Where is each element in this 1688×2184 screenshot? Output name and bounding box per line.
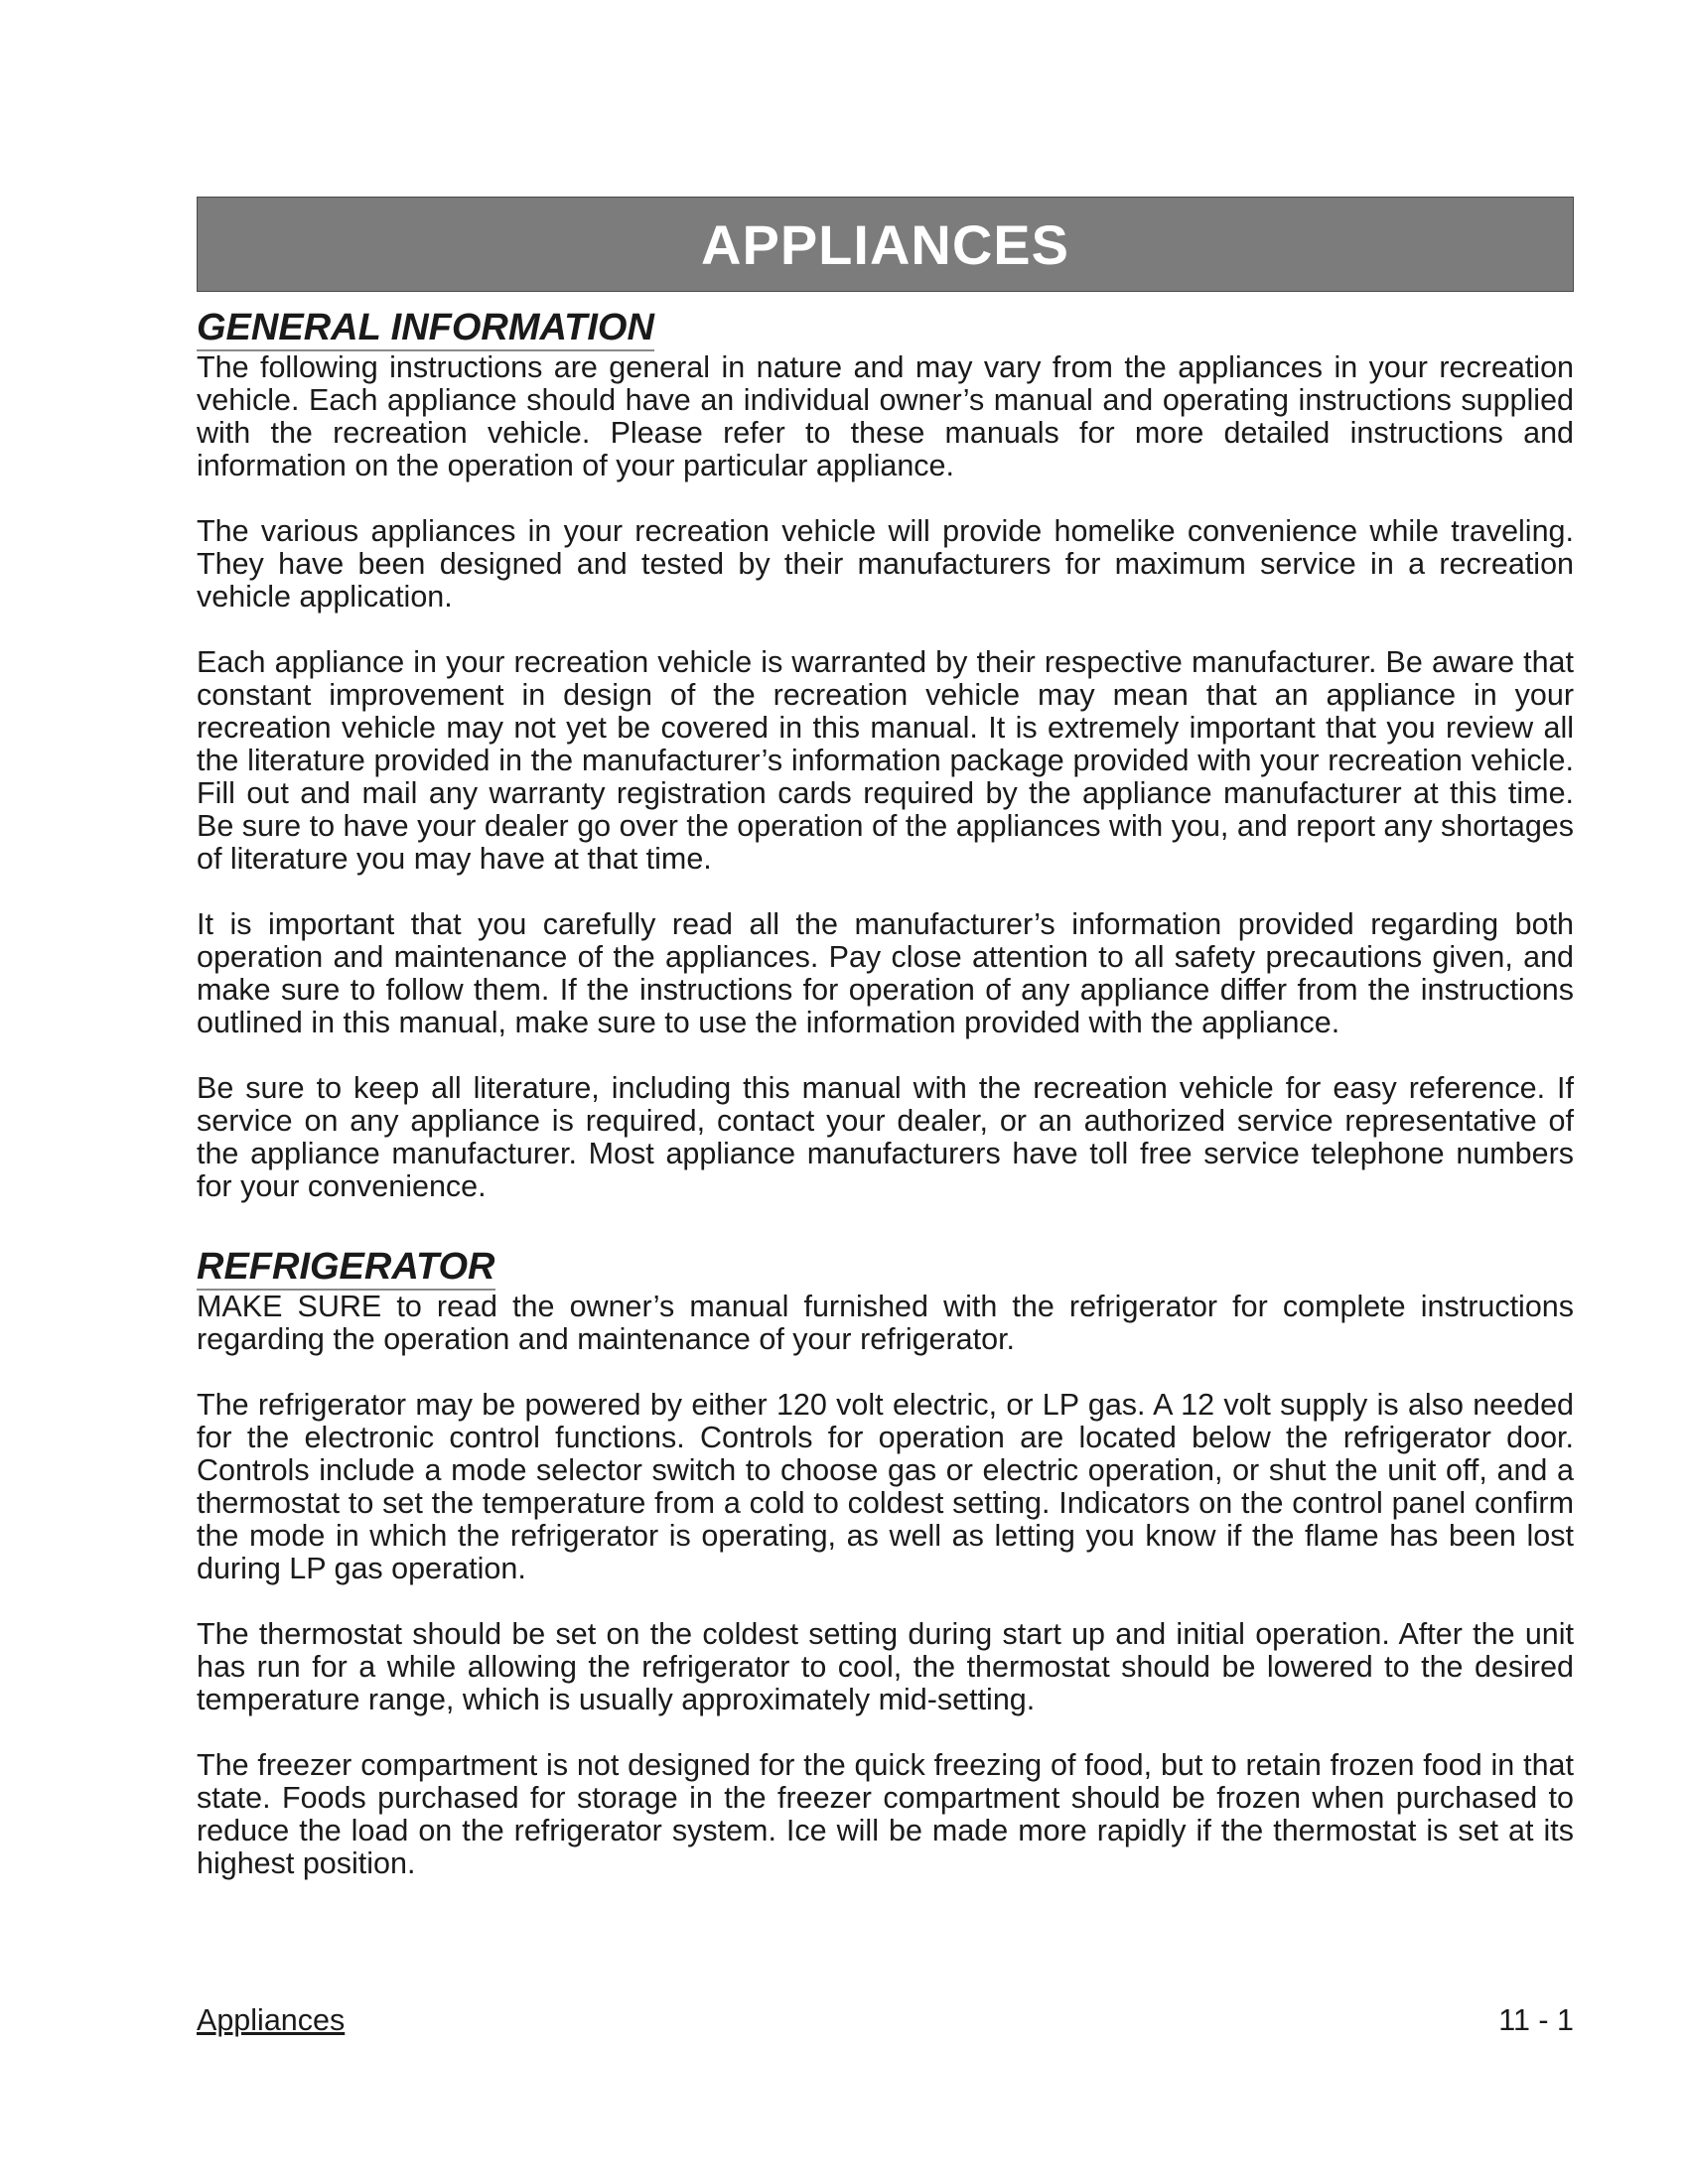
refrigerator-heading: REFRIGERATOR <box>197 1245 495 1291</box>
general-paragraph-4: It is important that you carefully read all the manufacturer’s information provided regarding both operation and maintenance of the appliances. Pay close attention to all safety precautions given, and make sure to follow them. If the instructions for operation of any appliance differ from the instructions outlined in this manual, make sure to use the information provided with the appliance. <box>197 907 1574 1039</box>
refrigerator-paragraph-1: MAKE SURE to read the owner’s manual furnished with the refrigerator for complete instructions regarding the operation and maintenance of your refrigerator. <box>197 1290 1574 1356</box>
general-information-heading: GENERAL INFORMATION <box>197 306 654 351</box>
refrigerator-paragraph-4: The freezer compartment is not designed for the quick freezing of food, but to retain frozen food in that state. Foods purchased for storage in the freezer compartment should be frozen when purchased to reduce the load on the refrigerator system. Ice will be made more rapidly if the thermostat is set at its highest position. <box>197 1748 1574 1880</box>
chapter-title: APPLIANCES <box>701 212 1069 276</box>
general-paragraph-5: Be sure to keep all literature, including this manual with the recreation vehicle for easy reference. If service on any appliance is required, contact your dealer, or an authorized service representative of the appliance manufacturer. Most appliance manufacturers have toll free service telephone numbers for your convenience. <box>197 1071 1574 1203</box>
page-content <box>197 197 1574 1880</box>
general-paragraph-1: The following instructions are general in nature and may vary from the appliances in your recreation vehicle. Each appliance should have an individual owner’s manual and operating instructions supplied with the recreation vehicle. Please refer to these manuals for more detailed instructions and information on the operation of your particular appliance. <box>197 350 1574 482</box>
refrigerator-paragraph-3: The thermostat should be set on the coldest setting during start up and initial operation. After the unit has run for a while allowing the refrigerator to cool, the thermostat should be lowered to the desired temperature range, which is usually approximately mid-setting. <box>197 1617 1574 1716</box>
general-paragraph-2: The various appliances in your recreation vehicle will provide homelike convenience while traveling. They have been designed and tested by their manufacturers for maximum service in a recreation vehicle application. <box>197 514 1574 614</box>
general-paragraph-3: Each appliance in your recreation vehicle is warranted by their respective manufacturer. Be aware that constant improvement in design of the recreation vehicle may mean that an appliance in your recreation vehicle may not yet be covered in this manual. It is extremely important that you review all the literature provided in the manufacturer’s information package provided with your recreation vehicle. Fill out and mail any warranty registration cards required by the appliance manufacturer at this time. Be sure to have your dealer go over the operation of the appliances with you, and report any shortages of literature you may have at that time. <box>197 645 1574 876</box>
chapter-banner <box>197 197 1574 292</box>
footer-page-number: 11 - 1 <box>1498 2003 1574 2037</box>
page-footer <box>197 2003 1574 2038</box>
footer-section-name: Appliances <box>197 2003 346 2037</box>
refrigerator-paragraph-2: The refrigerator may be powered by either 120 volt electric, or LP gas. A 12 volt supply is also needed for the electronic control functions. Controls for operation are located below the refrigerator door. Controls include a mode selector switch to choose gas or electric operation, or shut the unit off, and a thermostat to set the temperature from a cold to coldest setting. Indicators on the control panel confirm the mode in which the refrigerator is operating, as well as letting you know if the flame has been lost during LP gas operation. <box>197 1388 1574 1585</box>
